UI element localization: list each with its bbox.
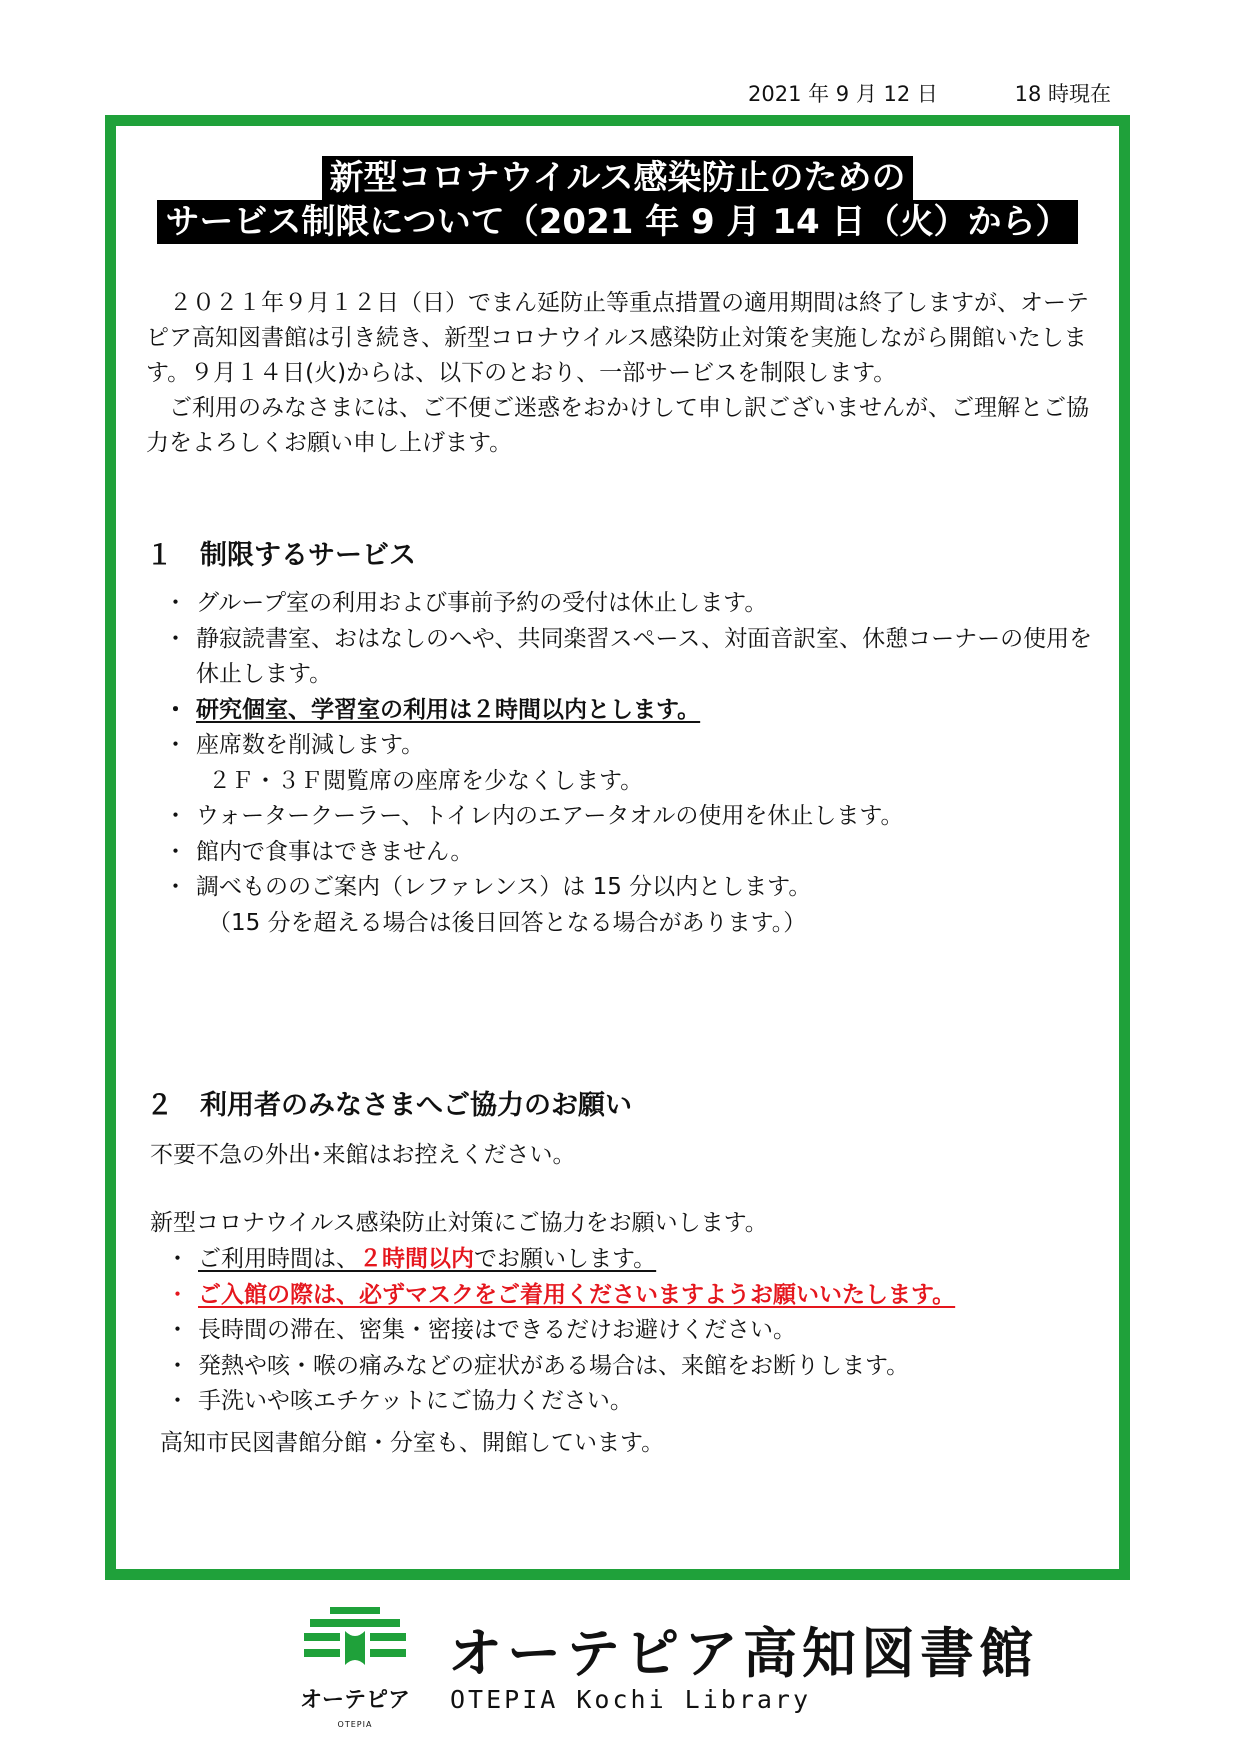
item-text-time [198,1246,656,1272]
bullet: ・ [166,1317,189,1343]
intro-paragraph-2: ご利用のみなさまには、ご不便ご迷惑をおかけして申し訳ございませんが、ご理解とご協力をよろしくお願い申し上げます。 [146,395,1089,456]
title-line-2: サービス制限について（2021 年 9 月 14 日（火）から） [157,200,1077,244]
logo-mark-text: オーテピア [300,1688,410,1713]
section2-list [166,1242,1106,1420]
bullet: ・ [166,1388,189,1414]
item-subtext: ２Ｆ・３Ｆ閲覧席の座席を少なくします。 [208,767,644,794]
list-item [164,728,1104,799]
item-text: ウォータークーラー、トイレ内のエアータオルの使用を休止します。 [196,803,904,829]
item-subtext: （15 分を超える場合は後日回答となる場合があります。） [208,909,807,936]
item-text: 座席数を削減します。 [196,732,425,758]
branch-notice: 高知市民図書館分館・分室も、開館しています。 [160,1430,665,1456]
list-item [164,799,1104,835]
list-item [166,1278,1106,1314]
item-text: 手洗いや咳エチケットにご協力ください。 [198,1388,633,1414]
library-logo [300,1605,1038,1735]
bullet: ・ [164,838,187,865]
title-line-1: 新型コロナウイルス感染防止のための [322,156,914,200]
bullet: ・ [166,1352,189,1379]
bullet: ・ [164,625,187,652]
date-stamp [748,78,1111,108]
bullet: ・ [166,1281,189,1308]
intro-text [146,286,1106,461]
list-item [164,835,1104,871]
notice-frame [105,115,1130,1580]
bullet: ・ [164,874,187,900]
otepia-logo-mark-icon [300,1605,410,1735]
list-item [166,1242,1106,1278]
bullet: ・ [164,590,187,616]
title-block [116,156,1119,244]
section1-heading: １ 制限するサービス [146,540,416,571]
intro-paragraph-1: ２０２１年９月１２日（日）でまん延防止等重点措置の適用期間は終了しますが、オーテピア高知図書館は引き続き、新型コロナウイルス感染防止対策を実施しながら開館いたします。９月１４日(火)からは、以下のとおり、一部サービスを制限します。 [146,290,1089,386]
library-name-en: OTEPIA Kochi Library [450,1685,812,1714]
list-item [164,586,1104,622]
list-item [166,1313,1106,1349]
item-text: 静寂読書室、おはなしのへや、共同楽習スペース、対面音訳室、休憩コーナーの使用を休止します。 [196,625,1093,687]
item-text: 館内で食事はできません。 [196,838,474,865]
notice-cooperation: 新型コロナウイルス感染防止対策にご協力をお願いします。 [150,1210,768,1236]
logo-mark-subtext: OTEPIA [337,1720,373,1729]
library-name-ja: オーテピア高知図書館 [448,1622,1038,1685]
date-text: 2021 年 9 月 12 日 [748,82,938,106]
time-limit-emphasis: ２時間以内 [359,1246,474,1272]
item-text: 長時間の滞在、密集・密接はできるだけお避けください。 [198,1317,796,1343]
list-item [164,693,1104,729]
item-text: 調べもののご案内（レファレンス）は 15 分以内とします。 [196,874,812,900]
time-text: 18 時現在 [1014,82,1111,106]
time-prefix: ご利用時間は、 [198,1246,359,1272]
section2-heading: ２ 利用者のみなさまへご協力のお願い [146,1090,632,1121]
item-text: 発熱や咳・喉の痛みなどの症状がある場合は、来館をお断りします。 [198,1352,910,1379]
item-text-mask: ご入館の際は、必ずマスクをご着用くださいますようお願いいたします。 [198,1281,956,1308]
item-text: グループ室の利用および事前予約の受付は休止します。 [196,590,768,616]
bullet: ・ [164,732,187,758]
list-item [164,622,1104,693]
list-item [164,870,1104,941]
notice-stay-home: 不要不急の外出･来館はお控えください。 [150,1142,576,1168]
time-suffix: でお願いします。 [474,1246,657,1272]
section1-list [164,586,1104,941]
item-text-emphasis: 研究個室、学習室の利用は２時間以内とします。 [196,696,701,723]
list-item [166,1384,1106,1420]
bullet: ・ [164,696,187,723]
bullet: ・ [164,803,187,829]
bullet: ・ [166,1246,189,1272]
list-item [166,1349,1106,1385]
